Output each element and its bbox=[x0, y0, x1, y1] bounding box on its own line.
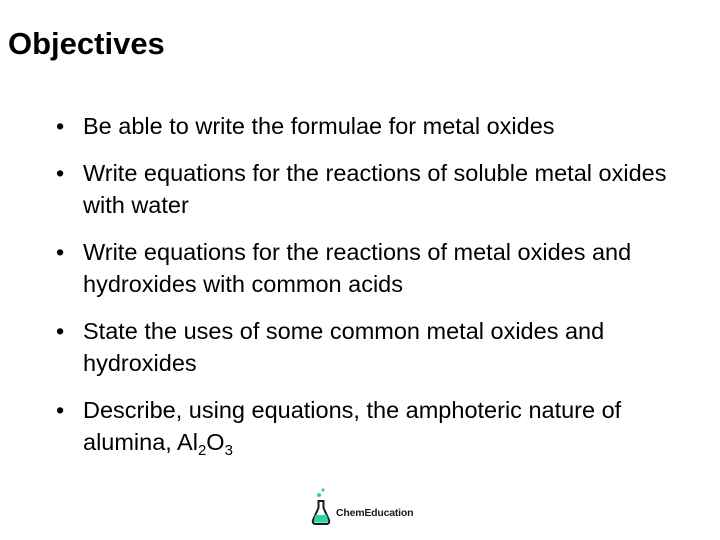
bullet-text: Write equations for the reactions of soluble metal oxides with water bbox=[83, 160, 667, 218]
subscript-3: 3 bbox=[224, 442, 233, 459]
bullet-marker: • bbox=[56, 397, 65, 423]
bubble-shape bbox=[321, 488, 324, 491]
bullet-marker: • bbox=[56, 239, 65, 265]
bullet-text bbox=[83, 397, 622, 459]
oxygen-symbol: O bbox=[206, 429, 225, 455]
bullet-marker: • bbox=[56, 113, 65, 139]
objectives-list bbox=[56, 110, 706, 473]
bullet-text: State the uses of some common metal oxides and hydroxides bbox=[83, 318, 605, 376]
logo-text: ChemEducation bbox=[336, 507, 414, 519]
list-item bbox=[56, 236, 706, 300]
list-item bbox=[56, 110, 706, 142]
list-item bbox=[56, 394, 706, 458]
bullet-text-main: Describe, using equations, the amphoteric nature of alumina, Al bbox=[83, 397, 622, 455]
subscript-2: 2 bbox=[197, 442, 207, 459]
bubble-shape bbox=[317, 493, 321, 497]
flask-icon bbox=[310, 487, 332, 527]
slide-title: Objectives bbox=[8, 26, 165, 61]
bullet-marker: • bbox=[56, 160, 65, 186]
chemeducation-logo bbox=[310, 487, 413, 527]
list-item bbox=[56, 157, 706, 221]
bullet-marker: • bbox=[56, 318, 65, 344]
bullet-text: Be able to write the formulae for metal oxides bbox=[83, 113, 555, 139]
list-item bbox=[56, 315, 706, 379]
flask-liquid bbox=[314, 515, 328, 523]
bullet-text: Write equations for the reactions of metal oxides and hydroxides with common acids bbox=[83, 239, 632, 297]
